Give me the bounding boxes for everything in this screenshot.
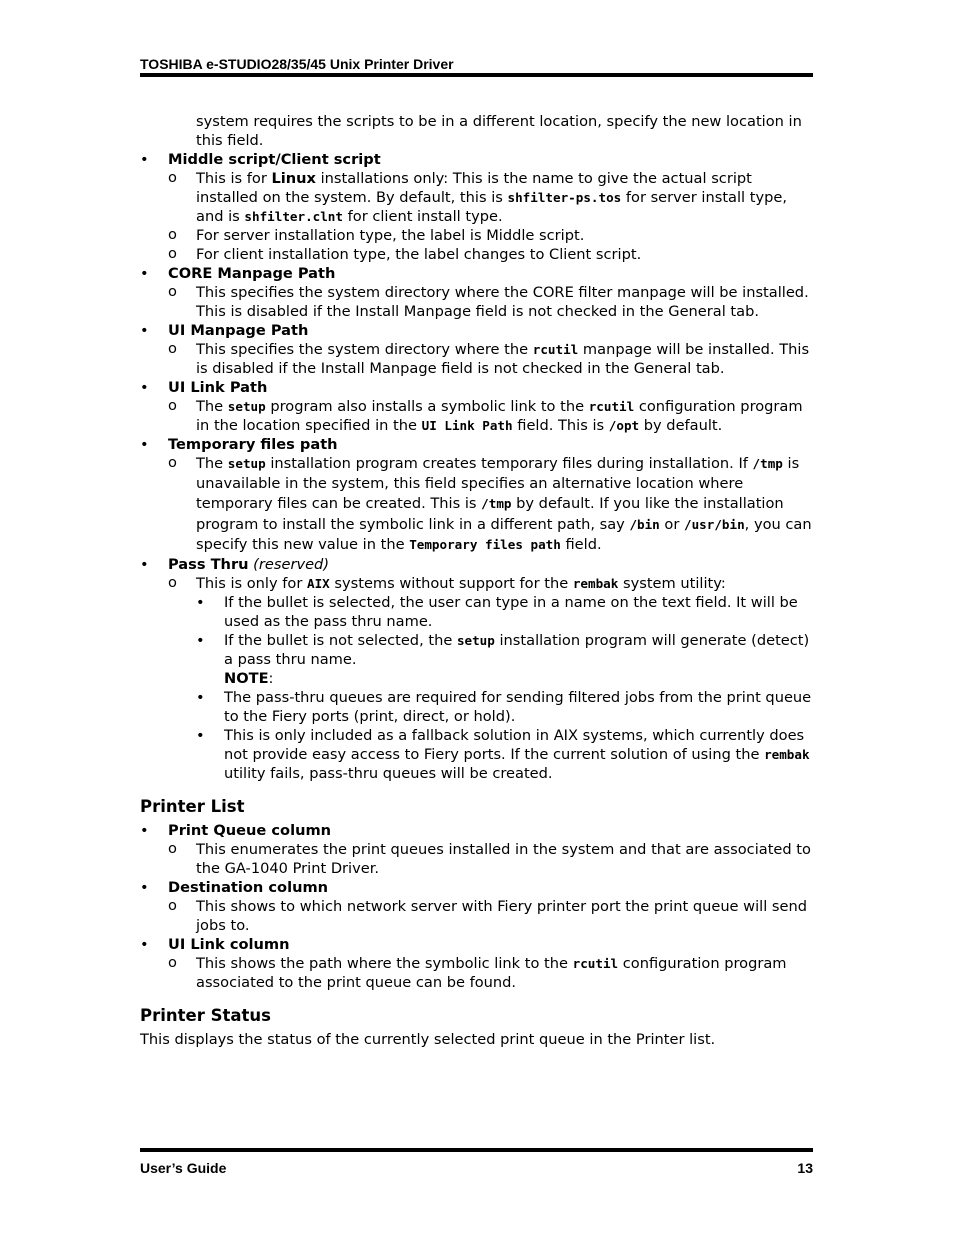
bullet-icon: • — [140, 379, 149, 396]
sub-item: o For client installation type, the label changes to Client script. — [168, 245, 642, 263]
circle-bullet-icon: o — [168, 574, 177, 592]
circle-bullet-icon: o — [168, 840, 177, 858]
item-label: Destination column — [168, 879, 329, 897]
circle-bullet-icon: o — [168, 226, 177, 243]
footer-rule — [140, 1148, 813, 1152]
list-item-destination — [140, 878, 816, 897]
sub-item: o The setup program also installs a symbolic link to the rcutil configuration program in the location specified in the UI Link Path field. This is /opt by default. — [168, 397, 803, 434]
note-label: NOTE: — [224, 670, 274, 688]
item-label: CORE Manpage Path — [168, 265, 336, 282]
circle-bullet-icon: o — [168, 340, 177, 357]
sub-item: o This enumerates the print queues installed in the system and that are associated to the GA-1040 Print Driver. — [168, 840, 811, 878]
item-label: Pass Thru — [168, 556, 249, 574]
item-label: UI Link column — [168, 936, 290, 954]
bullet-icon: • — [140, 151, 149, 168]
circle-bullet-icon: o — [168, 897, 177, 915]
sub-sub-item: • If the bullet is selected, the user can type in a name on the text field. It will be used as the pass thru name. — [196, 594, 798, 631]
item-label: UI Link Path — [168, 379, 268, 396]
bullet-icon: • — [140, 265, 149, 282]
list-item-print-queue — [140, 821, 816, 840]
list-item-middle-script — [140, 150, 816, 169]
sub-item: o This specifies the system directory where the rcutil manpage will be installed. This is disabled if the Install Manpage field is not checked in the General tab. — [168, 340, 810, 377]
sub-item: o The setup installation program creates temporary files during installation. If /tmp is unavailable in the system, this field specifies an alternative location where temporary files can be created. This is /tmp by default. If you like the installation program to install the symbolic link in a different path, say /bin or /usr/bin, you can specify this new value in the Temporary files path field. — [168, 454, 812, 553]
item-label: Temporary files path — [168, 436, 338, 453]
section-heading-printer-list: Printer List — [140, 797, 245, 817]
item-label: UI Manpage Path — [168, 322, 309, 339]
bullet-icon: • — [140, 556, 149, 574]
footer-guide-label: User’s Guide — [140, 1160, 227, 1176]
item-label-note: (reserved) — [248, 556, 330, 574]
list-item-ui-link — [140, 378, 816, 397]
circle-bullet-icon: o — [168, 954, 177, 972]
sub-item: o This shows the path where the symbolic link to the rcutil configuration program associated to the print queue can be found. — [168, 954, 787, 992]
page-content — [140, 112, 816, 1049]
list-item-pass-thru — [140, 555, 816, 574]
page-header-title: TOSHIBA e-STUDIO28/35/45 Unix Printer Driver — [140, 56, 454, 72]
list-item-temp-files — [140, 435, 816, 454]
header-rule — [140, 73, 813, 77]
circle-bullet-icon: o — [168, 283, 177, 300]
list-item-ui-manpage — [140, 321, 816, 340]
bullet-icon: • — [140, 879, 149, 897]
sub-sub-item: • The pass-thru queues are required for sending filtered jobs from the print queue to the Fiery ports (print, direct, or hold). — [196, 689, 812, 726]
printer-status-text: This displays the status of the currently selected print queue in the Printer list. — [140, 1031, 716, 1049]
bullet-icon: • — [140, 436, 149, 453]
bullet-icon: • — [196, 594, 205, 612]
circle-bullet-icon: o — [168, 245, 177, 262]
bullet-icon: • — [140, 822, 149, 840]
list-item-ui-link-column — [140, 935, 816, 954]
circle-bullet-icon: o — [168, 397, 177, 414]
bullet-icon: • — [196, 689, 205, 707]
sub-item: o This is for Linux installations only: This is the name to give the actual script installed on the system. By default, this is shfilter-ps.tos for server install type, and is shfilter.clnt for client install type. — [168, 169, 787, 225]
bullet-icon: • — [196, 632, 205, 650]
intro-continuation: system requires the scripts to be in a different location, specify the new location in this field. — [196, 113, 802, 149]
sub-item: o This is only for AIX systems without support for the rembak system utility: — [168, 574, 726, 593]
bullet-icon: • — [140, 936, 149, 954]
item-label: Middle script/Client script — [168, 151, 381, 168]
sub-sub-item: • If the bullet is not selected, the setup installation program will generate (detect) a pass thru name. — [196, 632, 810, 669]
section-heading-printer-status: Printer Status — [140, 1006, 271, 1026]
item-label: Print Queue column — [168, 822, 332, 840]
sub-item: o This specifies the system directory where the CORE filter manpage will be installed. This is disabled if the Install Manpage field is not checked in the General tab. — [168, 283, 809, 320]
sub-item: o For server installation type, the label is Middle script. — [168, 226, 585, 244]
page-number: 13 — [797, 1160, 813, 1176]
list-item-core-manpage — [140, 264, 816, 283]
sub-item: o This shows to which network server with Fiery printer port the print queue will send jobs to. — [168, 897, 808, 935]
circle-bullet-icon: o — [168, 169, 177, 186]
sub-sub-item: • This is only included as a fallback solution in AIX systems, which currently does not provide easy access to Fiery ports. If the current solution of using the rembak utility fails, pass-thru queues will be created. — [196, 727, 810, 783]
circle-bullet-icon: o — [168, 454, 177, 471]
bullet-icon: • — [196, 727, 205, 745]
bullet-icon: • — [140, 322, 149, 339]
